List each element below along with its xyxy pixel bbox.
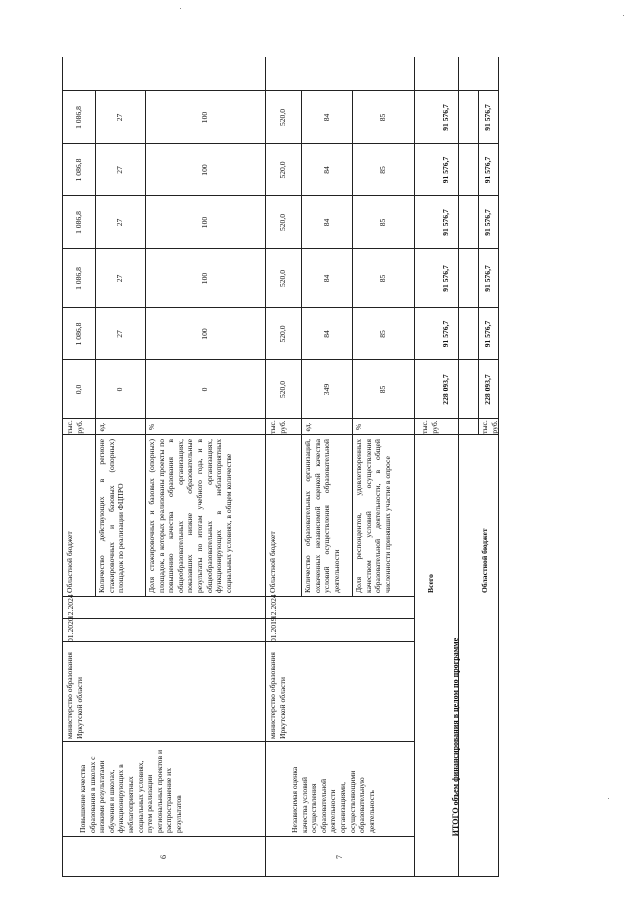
row-number: 6 — [158, 855, 168, 859]
rotated-table-page — [58, 57, 503, 877]
value-cell: 228 093,7 — [483, 374, 493, 405]
value-cell: 91 576,7 — [483, 104, 493, 131]
value-cell: 84 — [321, 166, 331, 174]
value-cell: 1 086,8 — [73, 267, 83, 290]
value-cell: 85 — [378, 330, 388, 338]
value-cell: 520,0 — [278, 269, 288, 288]
scan-speck — [623, 15, 624, 16]
totals-all-unit: тыс. руб. — [420, 420, 439, 434]
value-cell: 85 — [378, 274, 388, 283]
value-cell: 84 — [321, 274, 331, 283]
value-cell: 91 576,7 — [483, 209, 493, 236]
budget-unit: тыс. руб. — [65, 420, 84, 434]
value-cell: 100 — [200, 216, 210, 229]
indicator-unit: % — [354, 423, 363, 431]
end-date: 12.2024 — [269, 594, 278, 619]
value-cell: 27 — [115, 113, 125, 122]
measure-name: Независимая оценка качества условий осуществления образовательной деятельности организациями, осуществляющими образовательную деятельность — [290, 766, 376, 833]
totals-ob-unit: тыс. руб. — [480, 420, 499, 434]
value-cell: 91 576,7 — [441, 209, 451, 236]
value-cell: 85 — [378, 113, 388, 122]
budget-unit: тыс. руб. — [268, 420, 287, 434]
value-cell: 91 576,7 — [441, 320, 451, 348]
value-cell: 91 576,7 — [483, 320, 493, 348]
value-cell: 1 086,8 — [73, 106, 83, 129]
indicator-unit: ед. — [97, 422, 106, 432]
value-cell: 520,0 — [278, 380, 288, 399]
value-cell: 520,0 — [278, 325, 288, 343]
value-cell: 84 — [321, 218, 331, 227]
executor: министерство образования Иркутской области — [65, 652, 84, 739]
value-cell: 84 — [321, 113, 331, 122]
row-number: 7 — [334, 855, 344, 859]
indicator-text: Количество действующих в регионе стажировочных и базовых (опорных) площадок по реализации ФЦПРО — [97, 439, 126, 593]
executor: министерство образования Иркутской области — [268, 652, 287, 739]
value-cell: 0,0 — [73, 384, 83, 395]
value-cell: 91 576,7 — [441, 265, 451, 292]
budget-label: Областной бюджет — [268, 531, 277, 593]
column-divider — [62, 741, 414, 742]
scan-speck — [608, 798, 609, 799]
value-cell: 1 086,8 — [73, 158, 83, 182]
value-cell: 27 — [115, 330, 125, 338]
value-cell: 100 — [200, 111, 210, 124]
value-cell: 85 — [378, 218, 388, 227]
indicator-text: Доля респондентов, удовлетворенных качеством условий осуществления образовательной деятельности, в общей численности принявших участие в опросе — [354, 439, 392, 593]
value-cell: 27 — [115, 166, 125, 174]
value-cell: 85 — [378, 385, 388, 394]
value-cell: 0 — [200, 387, 210, 392]
value-cell: 91 576,7 — [441, 104, 451, 131]
end-date: 12.2024 — [66, 594, 75, 619]
indicator-unit: % — [147, 423, 156, 431]
value-cell: 91 576,7 — [483, 156, 493, 184]
measure-name: Повышение качества образования в школах с низкими результатами обучения и школах, функционирующих в неблагоприятных социальных условиях, путем реализации региональных проектов и распространение их результатов — [78, 749, 183, 833]
indicator-unit: ед. — [303, 422, 312, 432]
value-cell: 1 086,8 — [73, 211, 83, 234]
value-cell: 91 576,7 — [441, 156, 451, 184]
column-divider — [62, 618, 414, 619]
totals-title: ИТОГО объем финансирования в целом по программе — [451, 637, 461, 837]
scan-speck — [180, 8, 181, 9]
value-cell: 84 — [321, 330, 331, 338]
value-cell: 0 — [115, 387, 125, 392]
indicator-text: Доля стажировочных и базовых (опорных) площадок, в которых реализованы проекты по повышению качества образования в общеобразовательных организациях, показавших низкие образовательные результаты по итогам учебного года, и в общеобразовательных организациях, функционирующих в неблагоприятных социальных условиях, в общем количестве — [147, 439, 233, 593]
column-divider — [62, 596, 414, 597]
indicator-text: Количество образовательных организаций, охваченных независимой оценкой качества условий осуществления образовательной деятельности — [303, 439, 341, 593]
value-cell: 520,0 — [278, 161, 288, 179]
table-border-bottom — [498, 57, 499, 877]
value-cell: 100 — [200, 164, 210, 176]
value-cell: 228 093,7 — [441, 374, 451, 405]
value-cell: 349 — [321, 383, 331, 396]
value-cell: 1 086,8 — [73, 322, 83, 346]
value-cell: 27 — [115, 218, 125, 227]
value-cell: 520,0 — [278, 213, 288, 232]
value-cell: 27 — [115, 274, 125, 283]
start-date: 01.2019 — [269, 617, 278, 642]
totals-ob-label: Областной бюджет — [480, 528, 489, 593]
value-cell: 520,0 — [278, 108, 288, 127]
value-cell: 100 — [200, 272, 210, 285]
value-cell: 85 — [378, 166, 388, 174]
start-date: 01.2020 — [66, 617, 75, 642]
column-divider — [62, 641, 414, 642]
value-cell: 100 — [200, 328, 210, 340]
budget-label: Областной бюджет — [65, 531, 74, 593]
value-cell: 91 576,7 — [483, 265, 493, 292]
totals-all-label: Всего — [426, 574, 435, 593]
